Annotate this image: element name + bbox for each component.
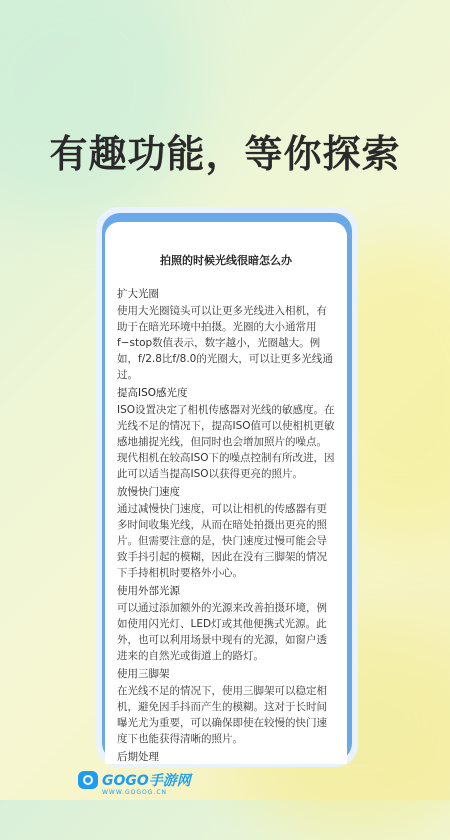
section-body-shutter: 通过减慢快门速度，可以让相机的传感器有更多时间收集光线，从而在暗处拍摄出更亮的照片。但需要注意的是，快门速度过慢可能会导致手抖引起的模糊，因此在没有三脚架的情况下手持相机时要格外小心。 (117, 503, 327, 579)
gogo-logo-icon (78, 771, 98, 789)
phone-mockup (96, 207, 358, 767)
phone-screen[interactable] (105, 222, 347, 764)
section-heading-external-light: 使用外部光源 (117, 585, 180, 597)
section-body-iso: ISO设置决定了相机传感器对光线的敏感度。在光线不足的情况下，提高ISO值可以使相机更敏感地捕捉光线，但同时也会增加照片的噪点。现代相机在较高ISO下的噪点控制有所改进，因此可以适当提高ISO以获得更亮的照片。 (117, 404, 335, 480)
section-body-tripod: 在光线不足的情况下，使用三脚架可以稳定相机，避免因手抖而产生的模糊。这对于长时间曝光尤为重要，可以确保即使在较慢的快门速度下也能获得清晰的照片。 (117, 685, 327, 745)
article-title: 拍照的时候光线很暗怎么办 (160, 254, 292, 267)
section-heading-post-processing: 后期处理 (117, 751, 159, 763)
section-body-external-light: 可以通过添加额外的光源来改善拍摄环境，例如使用闪光灯、LED灯或其他便携式光源。此外，也可以利用场景中现有的光源，如窗户透进来的自然光或街道上的路灯。 (117, 602, 327, 662)
watermark-logo (78, 769, 191, 791)
promo-headline: 有趣功能，等你探索 (49, 132, 401, 176)
article-content (105, 222, 347, 764)
section-heading-tripod: 使用三脚架 (117, 668, 170, 680)
section-heading-aperture: 扩大光圈 (117, 288, 159, 300)
section-heading-iso: 提高ISO感光度 (117, 387, 188, 399)
watermark-url: WWW.GOGOG.CN (102, 789, 167, 796)
background-glow-top-left (0, 0, 200, 220)
section-body-aperture: 使用大光圈镜头可以让更多光线进入相机，有助于在暗光环境中拍摄。光圈的大小通常用f−stop数值表示，数字越小，光圈越大。例如，f/2.8比f/8.0的光圈大，可以让更多光线通过。 (117, 305, 333, 381)
watermark-brand: GOGO手游网 (102, 773, 191, 789)
section-heading-shutter: 放慢快门速度 (117, 486, 180, 498)
